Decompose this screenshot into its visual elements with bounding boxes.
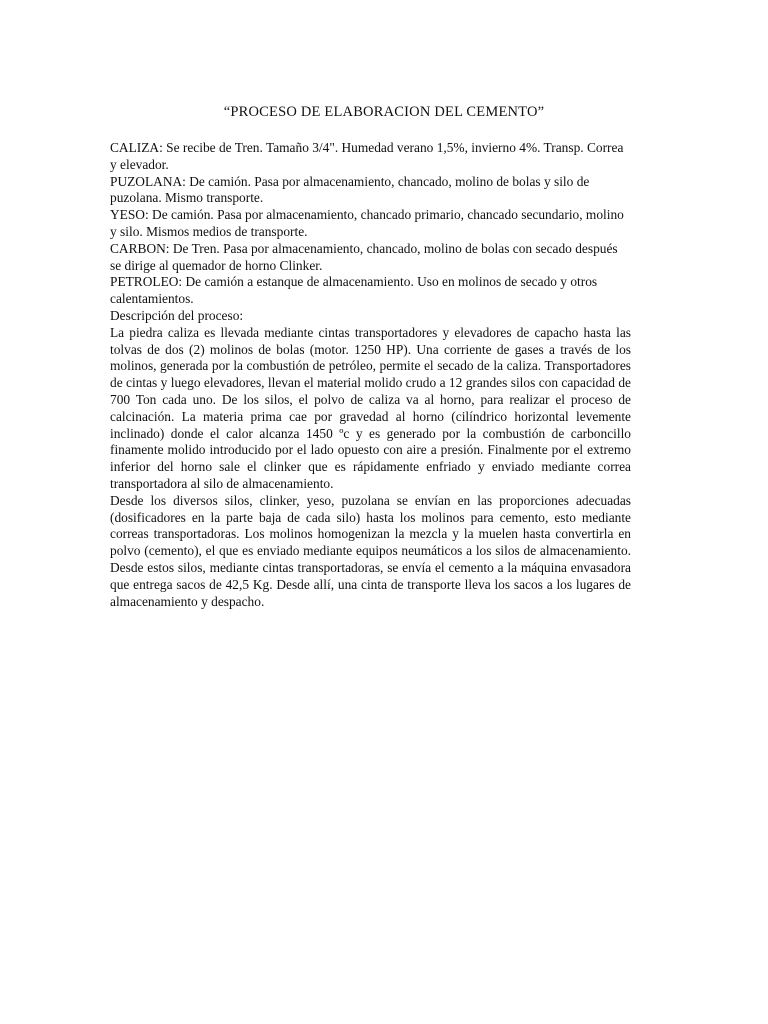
paragraph-process-part-2: Desde los diversos silos, clinker, yeso, puzolana se envían en las proporciones adecuadas (dosificadores en la parte baja de cada silo) hasta los molinos para cemento, esto mediante correas transportadoras. Los molinos homogenizan la mezcla y la muelen hasta convertirla en polvo (cemento), el que es enviado mediante equipos neumáticos a los silos de almacenamiento. Desde estos silos, mediante cintas transportadoras, se envía el cemento a la máquina envasadora que entrega sacos de 42,5 Kg. Desde allí, una cinta de transporte lleva los sacos a los lugares de almacenamiento y despacho. (110, 492, 631, 609)
document-body (110, 140, 631, 610)
paragraph-carbon: CARBON: De Tren. Pasa por almacenamiento, chancado, molino de bolas con secado después se dirige al quemador de horno Clinker. (110, 240, 618, 273)
paragraph-puzolana: PUZOLANA: De camión. Pasa por almacenamiento, chancado, molino de bolas y silo de puzolana. Mismo transporte. (110, 173, 590, 206)
paragraph-yeso: YESO: De camión. Pasa por almacenamiento, chancado primario, chancado secundario, molino y silo. Mismos medios de transporte. (110, 207, 624, 239)
paragraph-petroleo: PETROLEO: De camión a estanque de almacenamiento. Uso en molinos de secado y otros calentamientos. (110, 274, 598, 307)
document-title: “PROCESO DE ELABORACION DEL CEMENTO” (223, 104, 545, 120)
paragraph-process-part-1: La piedra caliza es llevada mediante cintas transportadores y elevadores de capacho hasta las tolvas de dos (2) molinos de bolas (motor. 1250 HP). Una corriente de gases a través de los molinos, generada por la combustión de petróleo, permite el secado de la caliza. Transportadores de cintas y luego elevadores, llevan el material molido crudo a 12 grandes silos con capacidad de 700 Ton cada uno. De los silos, el polvo de caliza va al horno, para realizar el proceso de calcinación. La materia prima cae por gravedad al horno (cilíndrico horizontal levemente inclinado) donde el calor alcanza 1450 ºc y es generado por la combustión de carboncillo finamente molido introducido por el lado opuesto con aire a presión. Finalmente por el extremo inferior del horno sale el clinker que es rápidamente enfriado y enviado mediante correa transportadora al silo de almacenamiento. (110, 324, 631, 491)
process-description-heading: Descripción del proceso: (110, 307, 244, 323)
paragraph-caliza: CALIZA: Se recibe de Tren. Tamaño 3/4". Humedad verano 1,5%, invierno 4%. Transp. Correa y elevador. (110, 140, 624, 172)
